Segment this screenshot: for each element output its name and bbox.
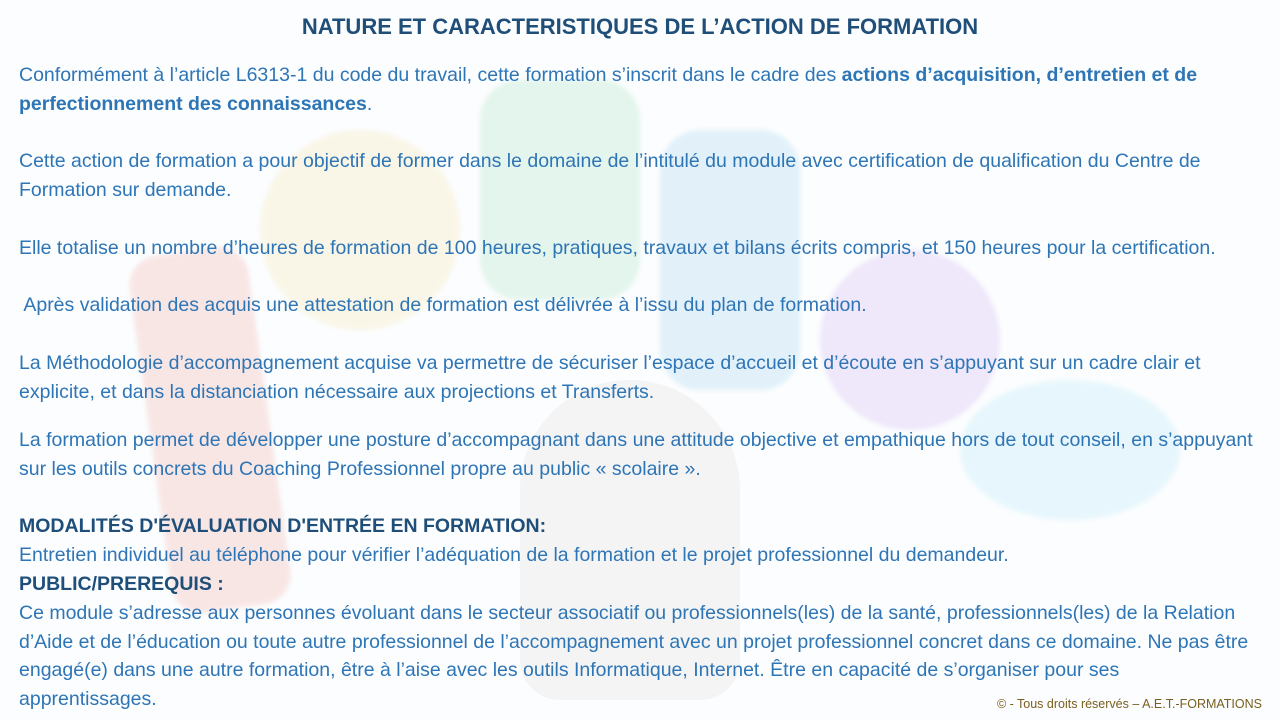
paragraph-text-end: . (366, 92, 373, 115)
page-title: NATURE ET CARACTERISTIQUES DE L’ACTION DE FORMATION (301, 14, 979, 39)
paragraph-legal-framework (19, 61, 1259, 118)
paragraph-bold-text: actions d’acquisition, d’entretien et de perfectionnement des connaissances (19, 64, 1198, 115)
heading-public-prerequisites: PUBLIC/PREREQUIS : (19, 573, 224, 595)
paragraph-objective: Cette action de formation a pour objectif de former dans le domaine de l’intitulé du module avec certification de qualification du Centre de Formation sur demande. (19, 150, 1201, 201)
paragraph-attestation: Après validation des acquis une attestation de formation est délivrée à l’issu du plan de formation. (19, 294, 867, 316)
paragraph-methodology: La Méthodologie d’accompagnement acquise va permettre de sécuriser l’espace d’accueil et d’écoute en s’appuyant sur un cadre clair et explicite, et dans la distanciation nécessaire aux projections et Transferts. (19, 352, 1201, 403)
paragraph-hours: Elle totalise un nombre d’heures de formation de 100 heures, pratiques, travaux et bilans écrits compris, et 150 heures pour la certification. (19, 237, 1216, 259)
heading-evaluation: MODALITÉS D'ÉVALUATION D'ENTRÉE EN FORMATION: (19, 515, 547, 537)
paragraph-public: Ce module s’adresse aux personnes évoluant dans le secteur associatif ou professionnels(les) de la santé, professionnels(les) de la Relation d’Aide et de l’éducation ou toute autre professionnel de l’accompagnement avec un projet professionnel concret dans ce domaine. Ne pas être engagé(e) dans une autre formation, être à l’aise avec les outils Informatique, Internet. Être en capacité de s’organiser pour ses apprentissages. (19, 602, 1249, 710)
paragraph-evaluation: Entretien individuel au téléphone pour vérifier l’adéquation de la formation et le projet professionnel du demandeur. (19, 544, 1009, 566)
paragraph-text: Conformément à l’article L6313-1 du code du travail, cette formation s’inscrit dans le cadre des (19, 64, 842, 86)
copyright-footer: © - Tous droits réservés – A.E.T.-FORMATIONS (996, 697, 1262, 711)
paragraph-posture: La formation permet de développer une posture d’accompagnant dans une attitude objective et empathique hors de tout conseil, en s’appuyant sur les outils concrets du Coaching Professionnel propre au public « scolaire ». (19, 429, 1253, 480)
